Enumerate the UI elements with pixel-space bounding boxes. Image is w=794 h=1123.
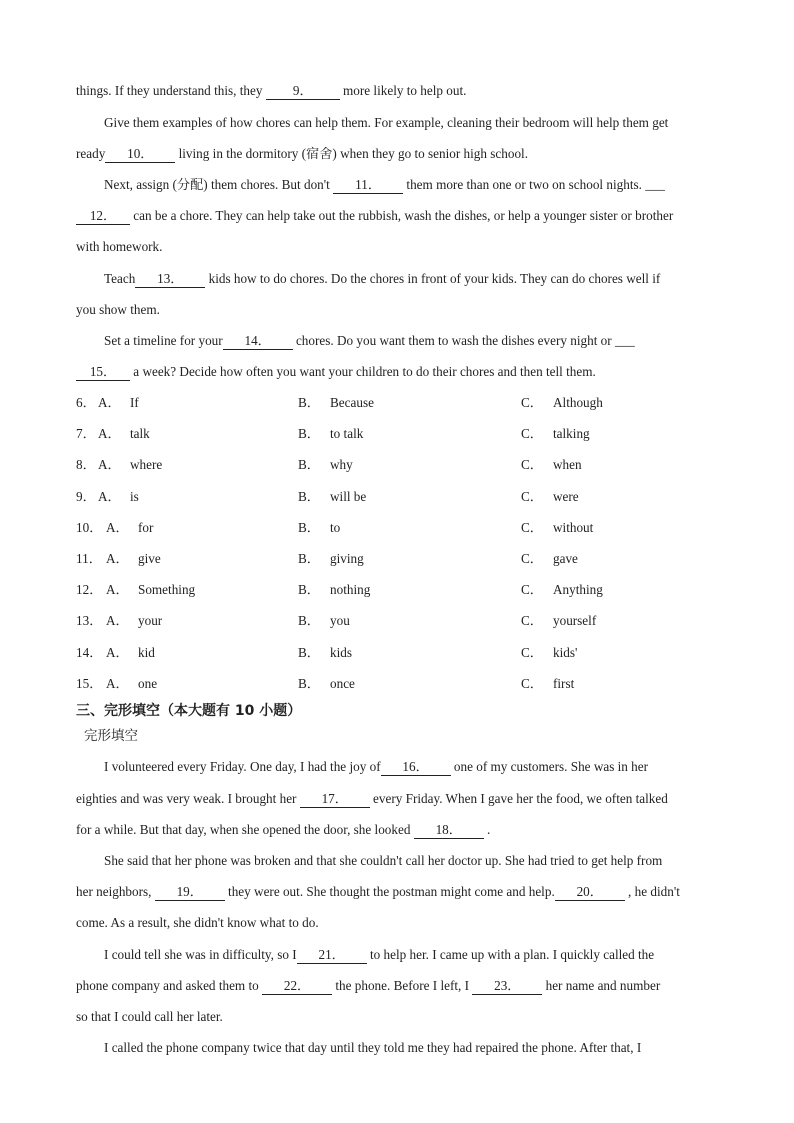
option-letter: C．: [521, 582, 543, 597]
option-row: [76, 487, 756, 507]
option-b[interactable]: [298, 393, 374, 413]
option-row: [76, 549, 756, 569]
text: I could tell she was in difficulty, so I: [104, 947, 297, 962]
option-row: [76, 393, 756, 413]
passage-line: Give them examples of how chores can help them. For example, cleaning their bedroom will help them get: [104, 115, 669, 130]
option-text: your: [138, 613, 163, 628]
answer-blank[interactable]: 15．: [76, 364, 130, 381]
text: kids how to do chores. Do the chores in front of your kids. They can do chores well if: [205, 271, 661, 286]
option-row: [76, 674, 756, 694]
option-letter: B．: [298, 613, 320, 628]
option-c[interactable]: [521, 674, 574, 694]
passage-line: [76, 789, 746, 809]
option-letter: C．: [521, 613, 543, 628]
answer-blank[interactable]: 23．: [472, 978, 542, 995]
text: Next, assign (分配) them chores. But don't: [104, 177, 334, 192]
option-b[interactable]: [298, 549, 364, 569]
option-b[interactable]: [298, 424, 363, 444]
option-c[interactable]: [521, 487, 579, 507]
question-number: 6．: [76, 395, 96, 410]
option-letter: B．: [298, 457, 320, 472]
text: her neighbors,: [76, 884, 155, 899]
passage-line: you show them.: [76, 302, 160, 317]
section-heading: 三、完形填空（本大题有 10 小题）: [76, 703, 302, 719]
option-letter: B．: [298, 520, 320, 535]
text: more likely to help out.: [339, 83, 467, 98]
option-text: why: [330, 457, 353, 472]
option-letter: B．: [298, 676, 320, 691]
option-text: for: [138, 520, 154, 535]
text: Set a timeline for your: [104, 333, 223, 348]
option-text: nothing: [330, 582, 371, 597]
option-letter: A．: [106, 676, 129, 691]
passage-line: [76, 81, 746, 101]
option-a[interactable]: [76, 674, 157, 694]
option-text: you: [330, 613, 350, 628]
answer-blank[interactable]: 19．: [155, 884, 225, 901]
option-b[interactable]: [298, 487, 366, 507]
question-number: 12．: [76, 582, 103, 597]
question-number: 9．: [76, 489, 96, 504]
question-number: 13．: [76, 613, 103, 628]
option-c[interactable]: [521, 643, 577, 663]
option-row: [76, 611, 756, 631]
text: one of my customers. She was in her: [450, 759, 649, 774]
passage-line: come. As a result, she didn't know what to do.: [76, 915, 319, 930]
text: can be a chore. They can help take out the rubbish, wash the dishes, or help a younger sister or brother: [130, 208, 674, 223]
option-c[interactable]: [521, 518, 593, 538]
option-letter: A．: [106, 582, 129, 597]
option-text: first: [553, 676, 575, 691]
option-row: [76, 424, 756, 444]
option-b[interactable]: [298, 643, 352, 663]
passage-line: She said that her phone was broken and that she couldn't call her doctor up. She had tried to get help from: [104, 853, 663, 868]
option-c[interactable]: [521, 580, 603, 600]
option-letter: C．: [521, 645, 543, 660]
text: the phone. Before I left, I: [332, 978, 473, 993]
option-text: gave: [553, 551, 578, 566]
option-letter: C．: [521, 520, 543, 535]
option-text: kids': [553, 645, 578, 660]
text: I volunteered every Friday. One day, I had the joy of: [104, 759, 381, 774]
option-a[interactable]: [76, 487, 139, 507]
option-a[interactable]: [76, 424, 150, 444]
option-text: without: [553, 520, 594, 535]
option-text: one: [138, 676, 158, 691]
option-letter: C．: [521, 551, 543, 566]
answer-blank[interactable]: 20．: [555, 884, 625, 901]
passage-line: [104, 945, 744, 965]
option-letter: C．: [521, 426, 543, 441]
question-number: 14．: [76, 645, 103, 660]
text: Teach: [104, 271, 136, 286]
option-text: giving: [330, 551, 364, 566]
option-text: If: [130, 395, 139, 410]
text: .: [483, 822, 491, 837]
option-text: were: [553, 489, 579, 504]
option-a[interactable]: [76, 580, 195, 600]
passage-line: [104, 757, 744, 777]
answer-blank[interactable]: 17．: [300, 791, 370, 808]
option-text: once: [330, 676, 355, 691]
option-letter: A．: [106, 520, 129, 535]
option-b[interactable]: [298, 674, 355, 694]
option-text: to: [330, 520, 341, 535]
passage-line: [104, 269, 744, 289]
option-letter: A．: [98, 489, 121, 504]
option-a[interactable]: [76, 518, 153, 538]
text: things. If they understand this, they: [76, 83, 266, 98]
question-number: 8．: [76, 457, 96, 472]
option-a[interactable]: [76, 393, 139, 413]
option-letter: B．: [298, 645, 320, 660]
option-letter: C．: [521, 676, 543, 691]
text: to help her. I came up with a plan. I quickly called the: [366, 947, 655, 962]
option-text: yourself: [553, 613, 597, 628]
option-a[interactable]: [76, 549, 161, 569]
answer-blank[interactable]: 18．: [414, 822, 484, 839]
question-number: 7．: [76, 426, 96, 441]
answer-blank[interactable]: 11．: [333, 177, 403, 194]
option-letter: B．: [298, 582, 320, 597]
option-text: when: [553, 457, 582, 472]
option-text: where: [130, 457, 163, 472]
passage-line: [76, 144, 746, 164]
answer-blank[interactable]: 13．: [135, 271, 205, 288]
option-b[interactable]: [298, 518, 340, 538]
option-letter: B．: [298, 551, 320, 566]
option-text: is: [130, 489, 139, 504]
option-b[interactable]: [298, 580, 370, 600]
passage-line: so that I could call her later.: [76, 1009, 223, 1024]
passage-line: with homework.: [76, 239, 163, 254]
text: for a while. But that day, when she opened the door, she looked: [76, 822, 414, 837]
option-a[interactable]: [76, 455, 162, 475]
answer-blank[interactable]: 21．: [297, 947, 367, 964]
option-text: talk: [130, 426, 150, 441]
passage-line: [104, 175, 744, 195]
text: them more than one or two on school nights. ___: [403, 177, 665, 192]
text: , he didn't: [624, 884, 680, 899]
option-text: talking: [553, 426, 590, 441]
passage-line: [76, 206, 746, 226]
option-letter: A．: [98, 457, 121, 472]
option-letter: C．: [521, 395, 543, 410]
answer-blank[interactable]: 14．: [223, 333, 293, 350]
text: living in the dormitory (宿舍) when they go to senior high school.: [175, 146, 529, 161]
answer-blank[interactable]: 16．: [381, 759, 451, 776]
option-text: give: [138, 551, 161, 566]
option-a[interactable]: [76, 611, 162, 631]
option-text: Because: [330, 395, 374, 410]
option-row: [76, 580, 756, 600]
passage-line: [104, 331, 744, 351]
option-row: [76, 455, 756, 475]
answer-blank[interactable]: 22．: [262, 978, 332, 995]
option-letter: A．: [98, 426, 121, 441]
passage-line: [76, 976, 746, 996]
option-row: [76, 643, 756, 663]
option-c[interactable]: [521, 549, 578, 569]
option-letter: B．: [298, 395, 320, 410]
text: phone company and asked them to: [76, 978, 263, 993]
option-c[interactable]: [521, 424, 590, 444]
option-letter: B．: [298, 426, 320, 441]
option-row: [76, 518, 756, 538]
question-number: 11．: [76, 551, 102, 566]
option-letter: A．: [106, 551, 129, 566]
answer-blank[interactable]: 12．: [76, 208, 130, 225]
option-text: Anything: [553, 582, 603, 597]
option-c[interactable]: [521, 455, 582, 475]
text: ready: [76, 146, 106, 161]
passage-line: [76, 820, 746, 840]
option-text: to talk: [330, 426, 364, 441]
passage-line: [76, 882, 746, 902]
question-number: 10．: [76, 520, 103, 535]
option-c[interactable]: [521, 611, 596, 631]
text: eighties and was very weak. I brought her: [76, 791, 300, 806]
option-b[interactable]: [298, 455, 353, 475]
answer-blank[interactable]: 9．: [266, 83, 340, 100]
passage-line: [76, 362, 746, 382]
answer-blank[interactable]: 10．: [105, 146, 175, 163]
passage-line: I called the phone company twice that day until they told me they had repaired the phone. After that, I: [104, 1040, 642, 1055]
text: they were out. She thought the postman might come and help.: [224, 884, 555, 899]
option-a[interactable]: [76, 643, 155, 663]
section-subtitle: 完形填空: [84, 728, 138, 744]
option-text: Something: [138, 582, 196, 597]
option-letter: A．: [106, 645, 129, 660]
text: her name and number: [542, 978, 661, 993]
option-letter: A．: [106, 613, 129, 628]
option-letter: B．: [298, 489, 320, 504]
option-b[interactable]: [298, 611, 350, 631]
text: a week? Decide how often you want your children to do their chores and then tell them.: [130, 364, 596, 379]
option-letter: A．: [98, 395, 121, 410]
text: chores. Do you want them to wash the dishes every night or ___: [292, 333, 635, 348]
option-c[interactable]: [521, 393, 603, 413]
option-letter: C．: [521, 457, 543, 472]
option-text: Although: [553, 395, 603, 410]
text: every Friday. When I gave her the food, we often talked: [369, 791, 668, 806]
option-letter: C．: [521, 489, 543, 504]
question-number: 15．: [76, 676, 103, 691]
option-text: will be: [330, 489, 367, 504]
option-text: kid: [138, 645, 155, 660]
option-text: kids: [330, 645, 352, 660]
